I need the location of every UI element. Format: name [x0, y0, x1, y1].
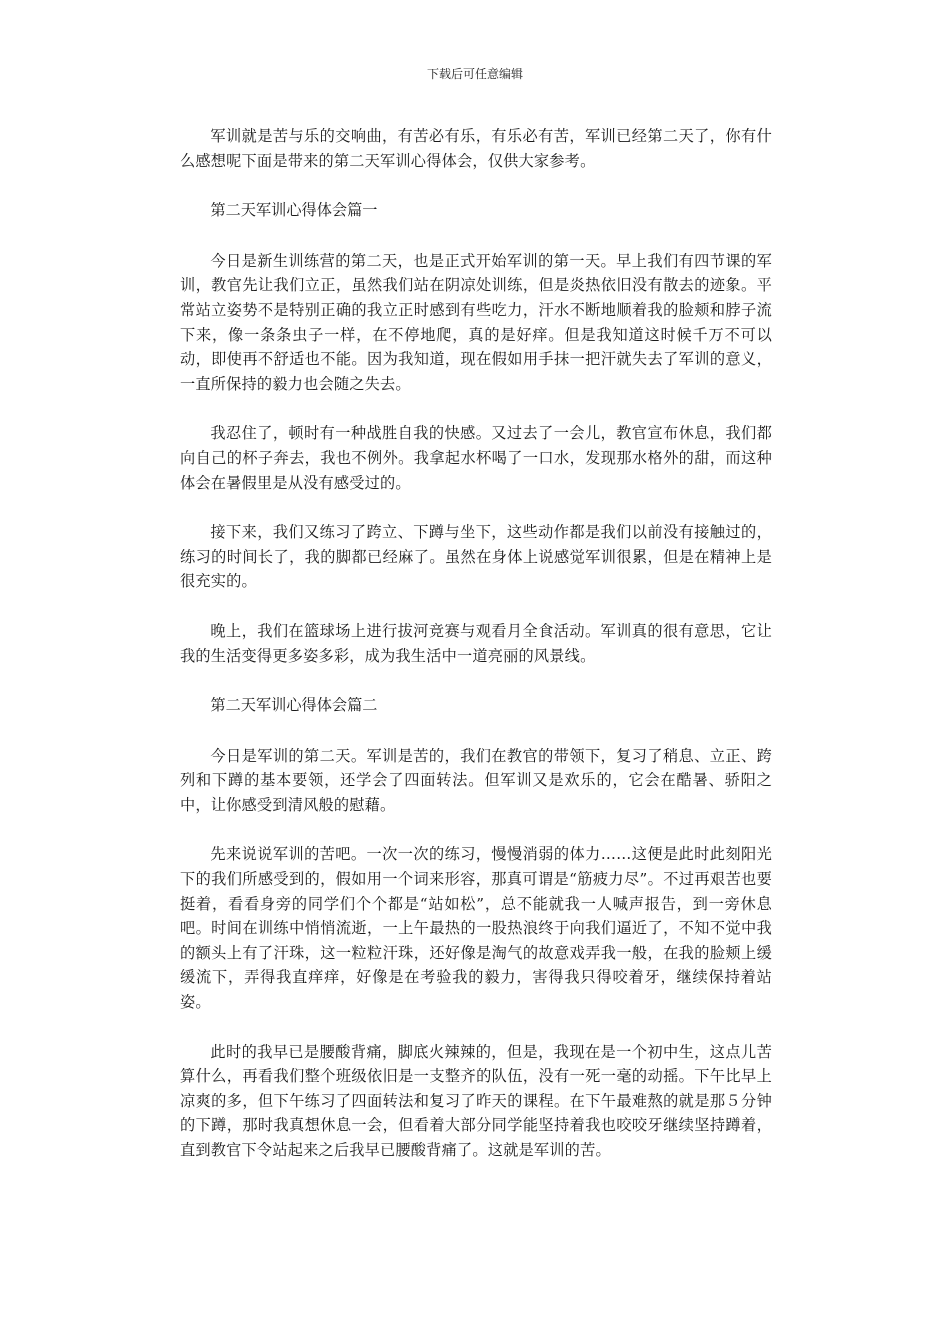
intro-paragraph: 军训就是苦与乐的交响曲，有苦必有乐，有乐必有苦，军训已经第二天了，你有什么感想呢下面是带来的第二天军训心得体会，仅供大家参考。 — [180, 127, 772, 170]
section-1-heading: 第二天军训心得体会篇一 — [210, 201, 378, 220]
document-body — [180, 124, 772, 1188]
section-1-paragraph: 今日是新生训练营的第二天，也是正式开始军训的第一天。早上我们有四节课的军训，教官先让我们立正，虽然我们站在阴凉处训练，但是炎热依旧没有散去的迹象。平常站立姿势不是特别正确的我立正时感到有些吃力，汗水不断地顺着我的脸颊和脖子流下来，像一条条虫子一样，在不停地爬，真的是好痒。但是我知道这时候千万不可以动，即使再不舒适也不能。因为我知道，现在假如用手抹一把汗就失去了军训的意义，一直所保持的毅力也会随之失去。 — [180, 251, 772, 393]
section-2-paragraph: 先来说说军训的苦吧。一次一次的练习，慢慢消弱的体力……这便是此时此刻阳光下的我们所感受到的，假如用一个词来形容，那真可谓是“筋疲力尽”。不过再艰苦也要挺着，看看身旁的同学们个个都是“站如松”，总不能就我一人喊声报告，到一旁休息吧。时间在训练中悄悄流逝，一上午最热的一股热浪终于向我们逼近了，不知不觉中我的额头上有了汗珠，这一粒粒汗珠，还好像是淘气的故意戏弄我一般，在我的脸颊上缓缓流下，弄得我直痒痒，好像是在考验我的毅力，害得我只得咬着牙，继续保持着站姿。 — [180, 845, 772, 1012]
section-1-paragraph: 接下来，我们又练习了跨立、下蹲与坐下，这些动作都是我们以前没有接触过的，练习的时间长了，我的脚都已经麻了。虽然在身体上说感觉军训很累，但是在精神上是很充实的。 — [180, 523, 772, 591]
section-2-paragraph: 今日是军训的第二天。军训是苦的，我们在教官的带领下，复习了稍息、立正、跨列和下蹲的基本要领，还学会了四面转法。但军训又是欢乐的，它会在酷暑、骄阳之中，让你感受到清风般的慰藉。 — [180, 746, 772, 814]
section-2-paragraph: 此时的我早已是腰酸背痛，脚底火辣辣的，但是，我现在是一个初中生，这点儿苦算什么，再看我们整个班级依旧是一支整齐的队伍，没有一死一毫的动摇。下午比早上凉爽的多，但下午练习了四面转法和复习了昨天的课程。在下午最难熬的就是那５分钟的下蹲，那时我真想休息一会，但看着大部分同学能坚持着我也咬咬牙继续坚持蹲着，直到教官下令站起来之后我早已腰酸背痛了。这就是军训的苦。 — [180, 1042, 772, 1159]
section-2-heading: 第二天军训心得体会篇二 — [210, 696, 378, 715]
section-1-paragraph: 我忍住了，顿时有一种战胜自我的快感。又过去了一会儿，教官宣布休息，我们都向自己的杯子奔去，我也不例外。我拿起水杯喝了一口水，发现那水格外的甜，而这种体会在暑假里是从没有感受过的。 — [180, 424, 772, 492]
page-header-note: 下载后可任意编辑 — [426, 67, 523, 81]
section-1-paragraph: 晚上，我们在篮球场上进行拔河竞赛与观看月全食活动。军训真的很有意思，它让我的生活变得更多姿多彩，成为我生活中一道亮丽的风景线。 — [180, 621, 772, 665]
